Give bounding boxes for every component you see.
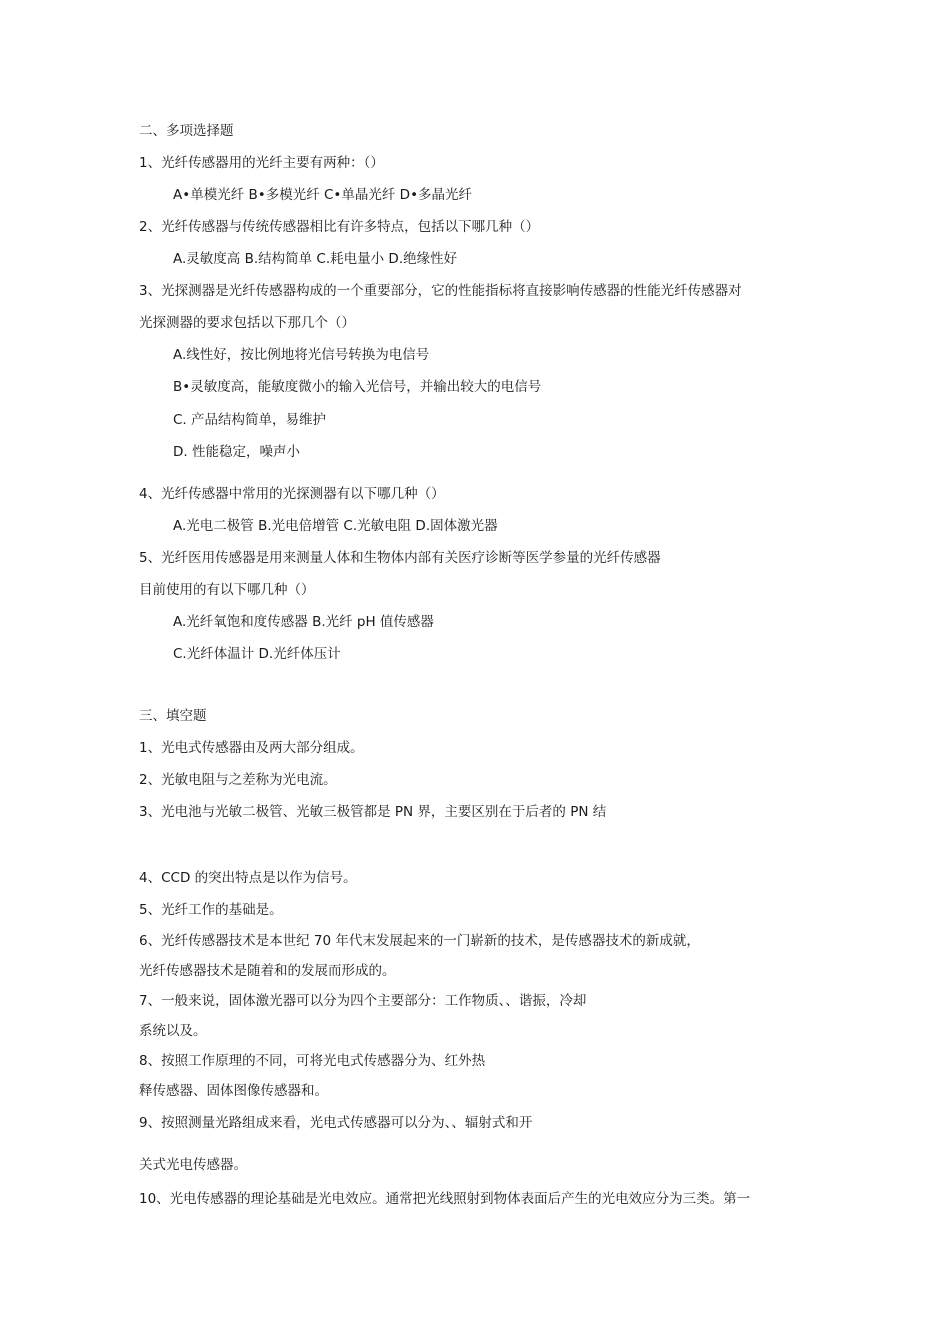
question-options-continued: C.光纤体温计 D.光纤体压计 bbox=[173, 646, 341, 662]
question-stem: 1、光纤传感器用的光纤主要有两种：（） bbox=[139, 155, 384, 171]
question-options: A.光纤氧饱和度传感器 B.光纤 pH 值传感器 bbox=[173, 614, 434, 630]
fill-question: 9、按照测量光路组成来看，光电式传感器可以分为、、辐射式和开 bbox=[139, 1115, 533, 1131]
question-stem: 4、光纤传感器中常用的光探测器有以下哪几种（） bbox=[139, 486, 445, 502]
fill-question: 7、一般来说，固体激光器可以分为四个主要部分：工作物质、、谐振，冷却 bbox=[139, 993, 587, 1009]
question-stem: 3、光探测器是光纤传感器构成的一个重要部分，它的性能指标将直接影响传感器的性能光纤传感器对 bbox=[139, 283, 742, 299]
fill-question-continued: 系统以及。 bbox=[139, 1023, 207, 1039]
fill-question: 4、CCD 的突出特点是以作为信号。 bbox=[139, 870, 357, 886]
fill-question: 1、光电式传感器由及两大部分组成。 bbox=[139, 740, 364, 756]
question-option-c: C. 产品结构简单，易维护 bbox=[173, 412, 327, 428]
question-stem: 2、光纤传感器与传统传感器相比有许多特点，包括以下哪几种（） bbox=[139, 219, 540, 235]
fill-question: 10、光电传感器的理论基础是光电效应。通常把光线照射到物体表面后产生的光电效应分为三类。第一 bbox=[139, 1191, 751, 1207]
fill-question-continued: 光纤传感器技术是随着和的发展而形成的。 bbox=[139, 963, 396, 979]
fill-question: 3、光电池与光敏二极管、光敏三极管都是 PN 界，主要区别在于后者的 PN 结 bbox=[139, 804, 607, 820]
section-heading-multiple-choice: 二、多项选择题 bbox=[139, 123, 234, 139]
question-option-d: D. 性能稳定，噪声小 bbox=[173, 444, 300, 460]
fill-question: 2、光敏电阻与之差称为光电流。 bbox=[139, 772, 337, 788]
question-option-a: A.线性好，按比例地将光信号转换为电信号 bbox=[173, 347, 430, 363]
fill-question-continued: 释传感器、固体图像传感器和。 bbox=[139, 1083, 328, 1099]
fill-question: 5、光纤工作的基础是。 bbox=[139, 902, 283, 918]
question-stem-continued: 目前使用的有以下哪几种（） bbox=[139, 582, 315, 598]
question-options: A•单模光纤 B•多模光纤 C•单晶光纤 D•多晶光纤 bbox=[173, 187, 473, 203]
question-stem: 5、光纤医用传感器是用来测量人体和生物体内部有关医疗诊断等医学参量的光纤传感器 bbox=[139, 550, 661, 566]
question-option-b: B•灵敏度高，能敏度微小的输入光信号，并输出较大的电信号 bbox=[173, 379, 542, 395]
question-options: A.灵敏度高 B.结构简单 C.耗电量小 D.绝缘性好 bbox=[173, 251, 458, 267]
fill-question: 8、按照工作原理的不同，可将光电式传感器分为、红外热 bbox=[139, 1053, 486, 1069]
question-stem-continued: 光探测器的要求包括以下那几个（） bbox=[139, 315, 355, 331]
fill-question: 6、光纤传感器技术是本世纪 70 年代末发展起来的一门崭新的技术，是传感器技术的新成就， bbox=[139, 933, 700, 949]
question-options: A.光电二极管 B.光电倍增管 C.光敏电阻 D.固体激光器 bbox=[173, 518, 498, 534]
fill-question-continued: 关式光电传感器。 bbox=[139, 1157, 247, 1173]
section-heading-fill-in-blank: 三、填空题 bbox=[139, 708, 207, 724]
